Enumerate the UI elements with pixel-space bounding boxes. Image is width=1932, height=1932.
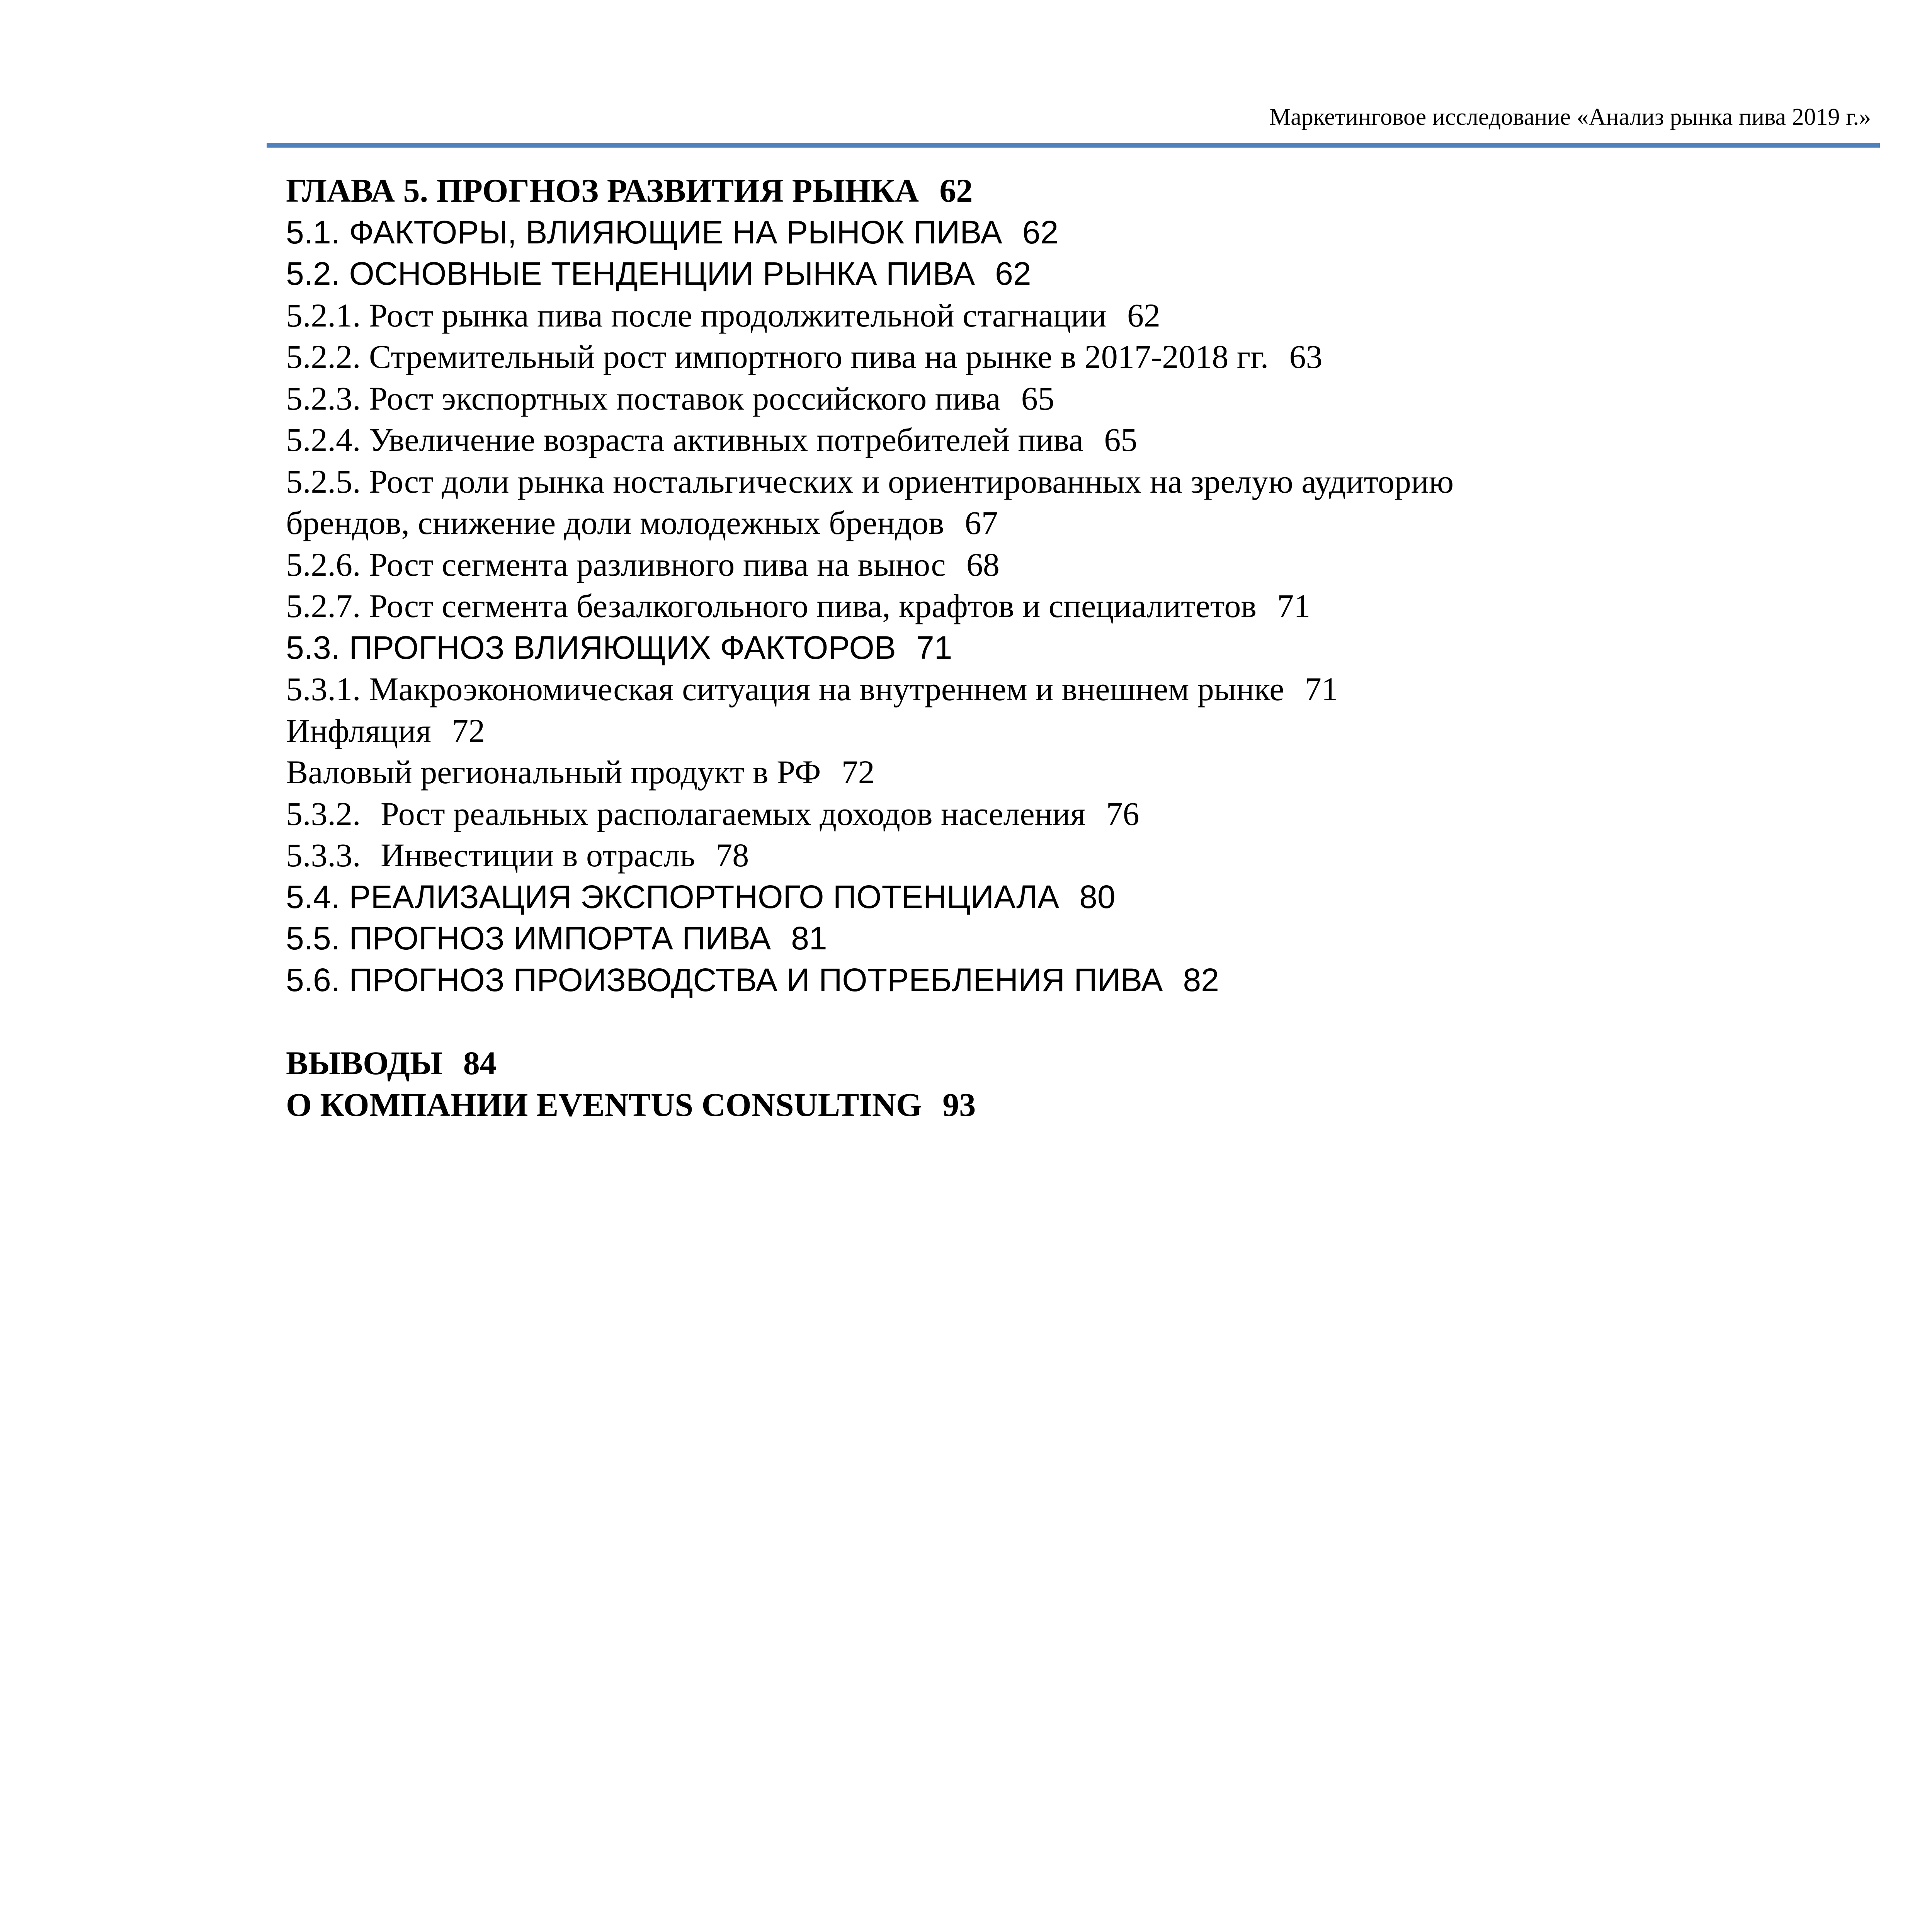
- toc-entry-conclusions[interactable]: ВЫВОДЫ 84: [286, 1044, 497, 1082]
- toc-entry-5-5[interactable]: 5.5. ПРОГНОЗ ИМПОРТА ПИВА 81: [286, 920, 827, 956]
- toc-entry-grp[interactable]: Валовый региональный продукт в РФ 72: [286, 753, 875, 791]
- toc-entry-5-4[interactable]: 5.4. РЕАЛИЗАЦИЯ ЭКСПОРТНОГО ПОТЕНЦИАЛА 80: [286, 878, 1116, 915]
- toc-entry-5-2-7[interactable]: 5.2.7. Рост сегмента безалкогольного пива, крафтов и специалитетов 71: [286, 587, 1311, 624]
- toc-entry-5-2-1[interactable]: 5.2.1. Рост рынка пива после продолжительной стагнации 62: [286, 296, 1160, 334]
- toc-entry-5-2[interactable]: 5.2. ОСНОВНЫЕ ТЕНДЕНЦИИ РЫНКА ПИВА 62: [286, 255, 1031, 292]
- header-divider: [267, 143, 1880, 148]
- toc-entry-5-2-3[interactable]: 5.2.3. Рост экспортных поставок российского пива 65: [286, 379, 1054, 417]
- toc-entry-about-company[interactable]: О КОМПАНИИ EVENTUS CONSULTING 93: [286, 1086, 976, 1123]
- page-header-title: Маркетинговое исследование «Анализ рынка пива 2019 г.»: [1269, 104, 1871, 130]
- table-of-contents: [286, 170, 1909, 1126]
- toc-entry-5-3-2[interactable]: 5.3.2. Рост реальных располагаемых доходов населения 76: [286, 795, 1139, 832]
- toc-entry-5-2-5-line2[interactable]: брендов, снижение доли молодежных брендов 67: [286, 504, 998, 541]
- toc-entry-5-3[interactable]: 5.3. ПРОГНОЗ ВЛИЯЮЩИХ ФАКТОРОВ 71: [286, 629, 952, 666]
- toc-entry-5-2-2[interactable]: 5.2.2. Стремительный рост импортного пива на рынке в 2017-2018 гг. 63: [286, 338, 1323, 375]
- toc-entry-5-6[interactable]: 5.6. ПРОГНОЗ ПРОИЗВОДСТВА И ПОТРЕБЛЕНИЯ ПИВА 82: [286, 961, 1219, 998]
- toc-spacer: [286, 1001, 1909, 1043]
- toc-entry-5-2-4[interactable]: 5.2.4. Увеличение возраста активных потребителей пива 65: [286, 421, 1138, 458]
- toc-entry-chapter-5[interactable]: ГЛАВА 5. ПРОГНОЗ РАЗВИТИЯ РЫНКА 62: [286, 172, 973, 209]
- toc-entry-5-2-6[interactable]: 5.2.6. Рост сегмента разливного пива на вынос 68: [286, 546, 1000, 583]
- toc-entry-5-3-1[interactable]: 5.3.1. Макроэкономическая ситуация на внутреннем и внешнем рынке 71: [286, 670, 1338, 707]
- toc-entry-5-3-3[interactable]: 5.3.3. Инвестиции в отрасль 78: [286, 837, 749, 874]
- toc-entry-inflation[interactable]: Инфляция 72: [286, 712, 485, 749]
- toc-entry-5-1[interactable]: 5.1. ФАКТОРЫ, ВЛИЯЮЩИЕ НА РЫНОК ПИВА 62: [286, 214, 1059, 250]
- toc-entry-5-2-5-line1[interactable]: 5.2.5. Рост доли рынка ностальгических и ориентированных на зрелую аудиторию: [286, 463, 1454, 500]
